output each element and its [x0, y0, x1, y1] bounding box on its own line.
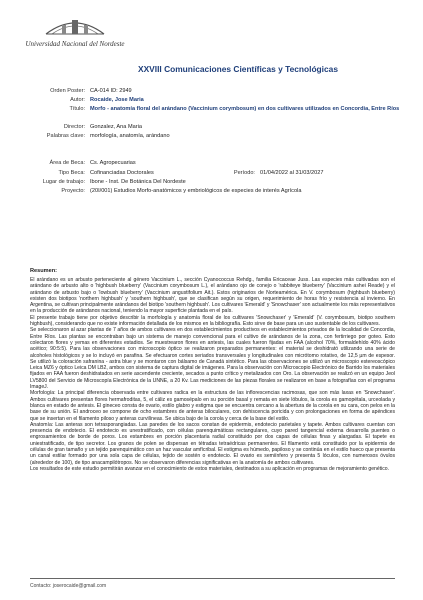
meta-label: Lugar de trabajo: [42, 179, 85, 185]
meta-value: 01/04/2022 al 31/03/2027 [260, 170, 324, 176]
meta-label: Tipo Beca: [58, 170, 85, 176]
abstract-paragraph: Anatomía: Las anteras son tetrasporangiadas. Las paredes de los sacos constan de epidermis, endotecio parietales y tapete. Ambos cultivares cuentan con presencia de endotecio. El endotecio es unestratificado, con células parenquimáticas rectangulares, cuyo pared tangencial externa desarrolla puentes o engrosamientos de borde de poros. Los estambres en porción placentaria radial constituido por dos capas de células finas y alargadas. El tapete es uniestratificado, de tipo secretor. Los granos de polen se dispersan en tétradas tetraédricas permanentes. El filamento está constituido por la epidermis de células de gran tamaño y un tejido parenquimático con un haz vascular amfícribal. El estigma es húmedo, papiloso y se continúa en el estilo hueco que presenta un canal estilar formado por una sola capa de células, tejido de sostén o endotecio. El ovario es semiínfero y presenta 5 lóculos, con numerosos óvulos (alrededor de 100), de tipo anacampilótropos. No se observaron diferencias significativas en la anatomía de ambos cultivares. [30, 421, 395, 466]
meta-value: Ibone - Inst. De Botánica Del Nordeste [90, 179, 186, 185]
meta-label: Proyecto: [61, 188, 85, 194]
university-name: Universidad Nacional del Nordeste [25, 40, 125, 48]
meta-value: CA-014 ID: 2949 [90, 88, 132, 94]
footer-divider [30, 578, 395, 579]
meta-value: Rocaide, Jose Maria [90, 97, 144, 103]
meta-label: Título: [69, 106, 85, 112]
meta-label: Director: [63, 124, 85, 130]
meta-label: Autor: [70, 97, 85, 103]
abstract-paragraph: Los resultados de este estudio permitirán avanzar en el conocimiento de estos materiales, destinados a su aplicación en programas de mejoramiento genético. [30, 465, 390, 472]
meta-value: Cofinanciadas Doctorales [90, 170, 154, 176]
abstract-paragraph: Se seleccionaron al azar plantas de 7 años de ambos cultivares en dos establecimientos productivos en establecimientos privados de la localidad de Concordia, Entre Ríos. Las plantas se encontraban bajo un sistema de manejo convencional para el cultivo de arándanos de la zona, con fertirriego por goteo. Esto colectaron flores y yemas en diferentes estadios. Se muestrearon flores en antesis, las cuales fueron fijadas en FAA (alcohol 70%, formaldehído 40% ácido acético; 90:5:5). Para las observaciones con microscopio óptico se realizaron preparados permanentes: el material se deshidrató utilizando una serie de alcoholes histológicos y se lo incluyó en parafina. Se efectuaron cortes seriados transversales y longitudinales con micrótomo rotativo, de 12,5 µm de espesor. Se utilizó la coloración safranina - astra blue y se montaron con bálsamo de Canadá sintético. Para las observaciones se utilizó un microscopio estereoscópico Leica MZ6 y óptico Leica DM LB2, ambos con sistema de captura digital de imágenes. Para la observación con Microscopio Electrónico de Barrido los materiales fijados en FAA fueron deshidratados en serie ascendente creciente, secados a punto crítico y metalizados con Oro. La observación se realizó en un equipo Jeol LV5800 del Servicio de Microscopía Electrónica de la UNNE, a 20 Kv. Las mediciones de las piezas florales se realizaron en base a fotografías con el programa ImageJ. [30, 327, 395, 391]
university-logo [10, 10, 140, 56]
university-emblem-icon [42, 10, 108, 40]
abstract-paragraph: El presente trabajo tiene por objetivo describir la morfología y anatomía floral de los cultivares 'Snowchaser' y 'Emerald' (V. corymbosum, biotipo southern highbush), considerando que no existe información detallada de los mismos en la bibliografía. Esto sirve de base para un uso sustentable de los cultivares. [30, 314, 395, 328]
contact-email: Contacto: joserocaide@gmail.com [30, 583, 107, 589]
meta-label: Período: [233, 170, 255, 176]
meta-value: Morfo - anatomía floral del arándano (Vaccinium corymbosum) en dos cultivares utilizados en Concordia, Entre Ríos [90, 106, 400, 112]
abstract-paragraph: El arándano es un arbusto perteneciente al género Vaccinium L., sección Cyanococcus Rehdg., familia Ericaceae Juss. Las especies más cultivadas son el arándano de arbusto alto o 'highbush blueberry' (Vaccinium corymbosum L.), el arándano ojo de conejo o 'rabbiteye blueberry' (Vaccinium ashei Reade) y el arándano de arbusto bajo o 'lowbush blueberry' (Vaccinium angustifolium Ait.). Estos originarios de Norteamérica. En V. corymbosum (highbush blueberry) existen dos biotipos 'northern highbush' y 'southern highbush', que se clasifican según su origen, requerimiento de horas frío y resistencia al invierno. En Argentina, se cultivan principalmente arándanos del biotipo 'southern highbush'. Los cultivares 'Emerald' y 'Snowchaser' son actualmente los más representativos en la producción de arándanos nacional, teniendo la mayor superficie plantada en el país. [30, 277, 395, 315]
meta-label: Área de Beca: [49, 160, 85, 166]
meta-value: (20I/001) Estudios Morfo-anatómicos y embriológicos de especies de interés Agrícola [90, 188, 302, 194]
abstract-paragraph: Morfología: La principal diferencia observada entre cultivares radica en la estructura de las inflorescencias racimosas, que son más laxas en 'Snowchaser'. Ambos cultivares presentan flores hermafroditas, 5, el cáliz es gamosépalo en su porción basal y remata en siete lóbulos, la corola es gamopétala, urceolada y blanca en estado de antesis. El gineceo consta de ovario, estilo glabro y estigma que se encuentra cercano a la abertura de la corola en su cara, con pelos en la base de su unión. El androceo se compone de ocho estambres de anteras biloculares, con dehiscencia poricida y con prolongaciones en forma de apéndices que se insertan en el filamento piloso y anteras curvilíneas. Se ubica bajo de la corola y cerca de la base del estilo. [30, 390, 395, 422]
abstract-heading: Resumen: [30, 268, 58, 274]
meta-value: Gonzalez, Ana Maria [90, 124, 142, 130]
abstract-body [30, 277, 395, 472]
meta-label: Orden Poster: [50, 88, 85, 94]
meta-label: Palabras clave: [46, 133, 85, 139]
meta-value: morfología, anatomía, arándano [90, 133, 170, 139]
conference-title: XXVIII Comunicaciones Científicas y Tecnológicas [138, 64, 338, 74]
meta-value: Cs. Agropecuarias [90, 160, 136, 166]
